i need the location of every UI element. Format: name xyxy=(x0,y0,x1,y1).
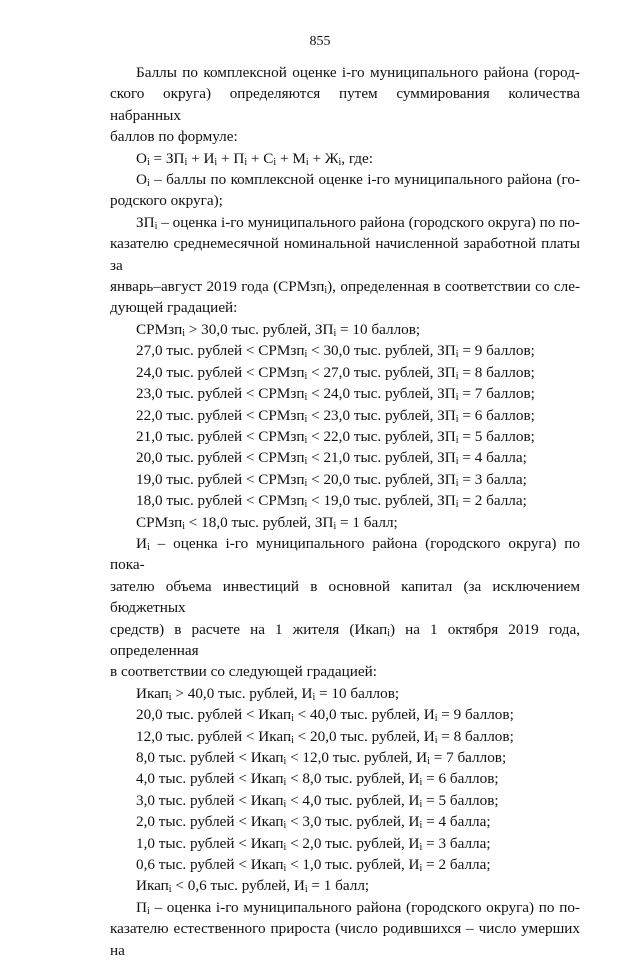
subscript-index: i xyxy=(338,156,342,168)
subscript-index: i xyxy=(305,156,309,168)
text-segment: = 6 баллов; xyxy=(458,406,535,424)
subscript-index: i xyxy=(419,863,423,875)
text-segment: = 3 балла; xyxy=(458,470,527,488)
subscript-index: i xyxy=(304,349,308,361)
subscript-index: i xyxy=(455,456,459,468)
text-segment: = 5 баллов; xyxy=(422,791,499,809)
text-segment: ) на 1 октября 2019 года, определенная xyxy=(110,620,581,659)
text-line xyxy=(110,383,580,404)
subscript-index: i xyxy=(146,905,150,917)
text-line xyxy=(110,704,580,725)
text-segment: = 4 балла; xyxy=(458,449,527,467)
subscript-index: i xyxy=(304,434,308,446)
text-line xyxy=(110,747,580,768)
text-segment: казателю естественного прироста (число родившихся – число умерших на xyxy=(110,920,580,959)
text-segment: 21,0 тыс. рублей < СРМзп xyxy=(136,427,305,445)
text-line xyxy=(110,683,580,704)
text-line xyxy=(110,126,580,147)
subscript-index: i xyxy=(168,884,172,896)
subscript-index: i xyxy=(419,777,423,789)
subscript-index: i xyxy=(434,734,438,746)
subscript-index: i xyxy=(146,178,150,190)
text-line xyxy=(110,811,580,832)
subscript-index: i xyxy=(304,413,308,425)
subscript-index: i xyxy=(291,734,294,746)
subscript-index: i xyxy=(304,499,308,511)
subscript-index: i xyxy=(427,756,430,767)
text-segment: > 30,0 тыс. рублей, ЗП xyxy=(185,320,334,338)
subscript-index: i xyxy=(283,777,287,789)
text-segment: < 23,0 тыс. рублей, ЗП xyxy=(307,406,456,424)
text-segment: = 6 баллов; xyxy=(422,770,499,788)
text-line xyxy=(110,726,580,747)
text-segment: + С xyxy=(247,149,274,167)
text-line xyxy=(110,276,580,297)
subscript-index: i xyxy=(387,627,390,639)
text-line xyxy=(110,790,580,811)
text-segment: = 10 баллов; xyxy=(315,684,400,702)
text-segment: дующей градацией: xyxy=(110,299,238,317)
text-segment: + М xyxy=(276,149,306,167)
text-segment: = 1 балл; xyxy=(336,513,398,531)
text-segment: , где: xyxy=(341,149,373,167)
text-segment: < 30,0 тыс. рублей, ЗП xyxy=(307,342,456,360)
document-body xyxy=(110,62,580,961)
text-segment: < 1,0 тыс. рублей, И xyxy=(286,856,420,874)
subscript-index: i xyxy=(291,713,294,725)
text-line xyxy=(110,918,580,961)
text-segment: = 8 баллов; xyxy=(458,363,535,381)
text-segment: = 7 баллов; xyxy=(429,749,507,766)
text-line xyxy=(110,297,580,318)
text-segment: О xyxy=(136,171,147,189)
text-line xyxy=(110,212,580,233)
text-line xyxy=(110,576,580,619)
text-segment: О xyxy=(136,149,147,167)
text-segment: 19,0 тыс. рублей < СРМзп xyxy=(136,470,305,488)
text-segment: < 2,0 тыс. рублей, И xyxy=(286,834,420,852)
subscript-index: i xyxy=(304,392,308,404)
text-segment: + Ж xyxy=(308,149,339,167)
text-segment: ЗП xyxy=(136,213,155,231)
text-segment: < 22,0 тыс. рублей, ЗП xyxy=(307,427,456,445)
text-segment: СРМзп xyxy=(136,513,183,531)
text-segment: < 27,0 тыс. рублей, ЗП xyxy=(307,363,456,381)
text-segment: = 4 балла; xyxy=(422,813,491,831)
text-segment: = 7 баллов; xyxy=(458,385,535,403)
text-segment: + П xyxy=(217,149,245,167)
subscript-index: i xyxy=(455,434,459,446)
text-line xyxy=(110,533,580,576)
text-segment: < 20,0 тыс. рублей, И xyxy=(293,727,435,745)
subscript-index: i xyxy=(324,285,328,297)
subscript-index: i xyxy=(455,499,459,511)
subscript-index: i xyxy=(244,156,248,168)
text-line xyxy=(110,619,580,662)
text-segment: < 18,0 тыс. рублей, ЗП xyxy=(185,513,334,531)
text-line xyxy=(110,447,580,468)
text-segment: = 1 балл; xyxy=(307,877,370,895)
text-segment: ), определенная в соответствии со сле- xyxy=(327,278,580,296)
text-segment: < 21,0 тыс. рублей, ЗП xyxy=(307,449,456,467)
text-segment: – оценка i-го муниципального района (городского округа) по по- xyxy=(149,898,580,916)
subscript-index: i xyxy=(419,798,423,810)
subscript-index: i xyxy=(304,884,308,896)
subscript-index: i xyxy=(304,456,308,468)
text-segment: И xyxy=(136,534,147,552)
text-line xyxy=(110,897,580,918)
text-segment: = 5 баллов; xyxy=(458,427,535,445)
text-line xyxy=(110,83,580,126)
text-segment: 18,0 тыс. рублей < СРМзп xyxy=(136,492,305,510)
text-segment: в соответствии со следующей градацией: xyxy=(110,663,377,681)
text-segment: < 20,0 тыс. рублей, ЗП xyxy=(307,470,456,488)
text-segment: 0,6 тыс. рублей < Икап xyxy=(136,856,284,874)
text-segment: 4,0 тыс. рублей < Икап xyxy=(136,770,284,788)
text-line xyxy=(110,661,580,682)
subscript-index: i xyxy=(283,863,287,875)
text-line xyxy=(110,405,580,426)
text-segment: средств) в расчете на 1 жителя (Икап xyxy=(110,620,388,638)
text-line xyxy=(110,319,580,340)
text-segment: = 10 баллов; xyxy=(336,320,421,338)
text-segment: родского округа); xyxy=(110,192,223,210)
text-line xyxy=(110,233,580,276)
text-segment: Икап xyxy=(136,684,169,702)
subscript-index: i xyxy=(184,156,188,168)
subscript-index: i xyxy=(333,520,337,532)
subscript-index: i xyxy=(419,820,423,832)
text-line xyxy=(110,512,580,533)
text-segment: Икап xyxy=(136,877,169,895)
subscript-index: i xyxy=(283,756,287,767)
subscript-index: i xyxy=(283,841,287,853)
text-segment: = 3 балла; xyxy=(422,834,491,852)
subscript-index: i xyxy=(182,327,185,339)
text-segment: – оценка i-го муниципального района (городского округа) по пока- xyxy=(110,534,580,574)
text-line xyxy=(110,148,580,169)
text-segment: – оценка i-го муниципального района (городского округа) по по- xyxy=(157,213,580,231)
text-segment: Баллы по комплексной оценке i-го муниципального района (город- xyxy=(136,64,580,81)
text-line xyxy=(110,62,580,83)
text-segment: 23,0 тыс. рублей < СРМзп xyxy=(136,385,305,403)
subscript-index: i xyxy=(214,156,218,168)
text-segment: баллов по формуле: xyxy=(110,128,238,146)
subscript-index: i xyxy=(455,392,459,404)
text-segment: СРМзп xyxy=(136,320,183,338)
text-segment: < 4,0 тыс. рублей, И xyxy=(286,791,420,809)
text-segment: 12,0 тыс. рублей < Икап xyxy=(136,727,292,745)
text-segment: зателю объема инвестиций в основной капитал (за исключением бюджетных xyxy=(110,577,580,617)
text-line xyxy=(110,490,580,511)
text-segment: = 9 баллов; xyxy=(458,342,535,360)
text-segment: 8,0 тыс. рублей < Икап xyxy=(136,749,284,766)
text-segment: П xyxy=(136,898,147,916)
text-segment: 20,0 тыс. рублей < СРМзп xyxy=(136,449,305,467)
subscript-index: i xyxy=(304,370,308,382)
text-segment: < 40,0 тыс. рублей, И xyxy=(293,706,435,724)
subscript-index: i xyxy=(273,156,277,168)
text-line xyxy=(110,169,580,190)
text-segment: 1,0 тыс. рублей < Икап xyxy=(136,834,284,852)
text-line xyxy=(110,833,580,854)
subscript-index: i xyxy=(312,691,316,703)
text-segment: 24,0 тыс. рублей < СРМзп xyxy=(136,363,305,381)
text-segment: казателю среднемесячной номинальной начисленной заработной платы за xyxy=(110,235,580,274)
text-segment: + И xyxy=(187,149,215,167)
text-segment: ского округа) определяются путем суммирования количества набранных xyxy=(110,85,580,124)
text-segment: – баллы по комплексной оценке i-го муниципального района (го- xyxy=(149,171,580,189)
subscript-index: i xyxy=(455,349,459,361)
subscript-index: i xyxy=(146,541,150,553)
subscript-index: i xyxy=(146,156,150,168)
subscript-index: i xyxy=(419,841,423,853)
text-line xyxy=(110,469,580,490)
subscript-index: i xyxy=(168,691,172,703)
subscript-index: i xyxy=(333,327,337,339)
text-line xyxy=(110,875,580,896)
text-segment: = 2 балла; xyxy=(458,492,527,510)
text-segment: < 3,0 тыс. рублей, И xyxy=(286,813,420,831)
text-segment: < 12,0 тыс. рублей, И xyxy=(286,749,428,766)
subscript-index: i xyxy=(283,798,287,810)
text-line xyxy=(110,190,580,211)
text-line xyxy=(110,340,580,361)
text-segment: > 40,0 тыс. рублей, И xyxy=(171,684,313,702)
text-line xyxy=(110,854,580,875)
text-segment: < 24,0 тыс. рублей, ЗП xyxy=(307,385,456,403)
subscript-index: i xyxy=(283,820,287,832)
text-segment: = ЗП xyxy=(149,149,185,167)
text-line xyxy=(110,768,580,789)
text-line xyxy=(110,362,580,383)
subscript-index: i xyxy=(455,413,459,425)
subscript-index: i xyxy=(455,477,459,489)
text-segment: < 0,6 тыс. рублей, И xyxy=(171,877,305,895)
text-segment: = 2 балла; xyxy=(422,856,491,874)
subscript-index: i xyxy=(434,713,438,725)
text-segment: = 8 баллов; xyxy=(437,727,514,745)
text-segment: 3,0 тыс. рублей < Икап xyxy=(136,791,284,809)
text-segment: 22,0 тыс. рублей < СРМзп xyxy=(136,406,305,424)
text-segment: 27,0 тыс. рублей < СРМзп xyxy=(136,342,305,360)
text-segment: январь–август 2019 года (СРМзп xyxy=(110,278,325,296)
text-segment: < 19,0 тыс. рублей, ЗП xyxy=(307,492,456,510)
text-segment: 2,0 тыс. рублей < Икап xyxy=(136,813,284,831)
subscript-index: i xyxy=(182,520,185,532)
text-segment: = 9 баллов; xyxy=(437,706,514,724)
text-segment: 20,0 тыс. рублей < Икап xyxy=(136,706,292,724)
subscript-index: i xyxy=(304,477,308,489)
page-number: 855 xyxy=(309,34,331,49)
text-segment: < 8,0 тыс. рублей, И xyxy=(286,770,420,788)
subscript-index: i xyxy=(455,370,459,382)
subscript-index: i xyxy=(154,220,158,232)
text-line xyxy=(110,426,580,447)
